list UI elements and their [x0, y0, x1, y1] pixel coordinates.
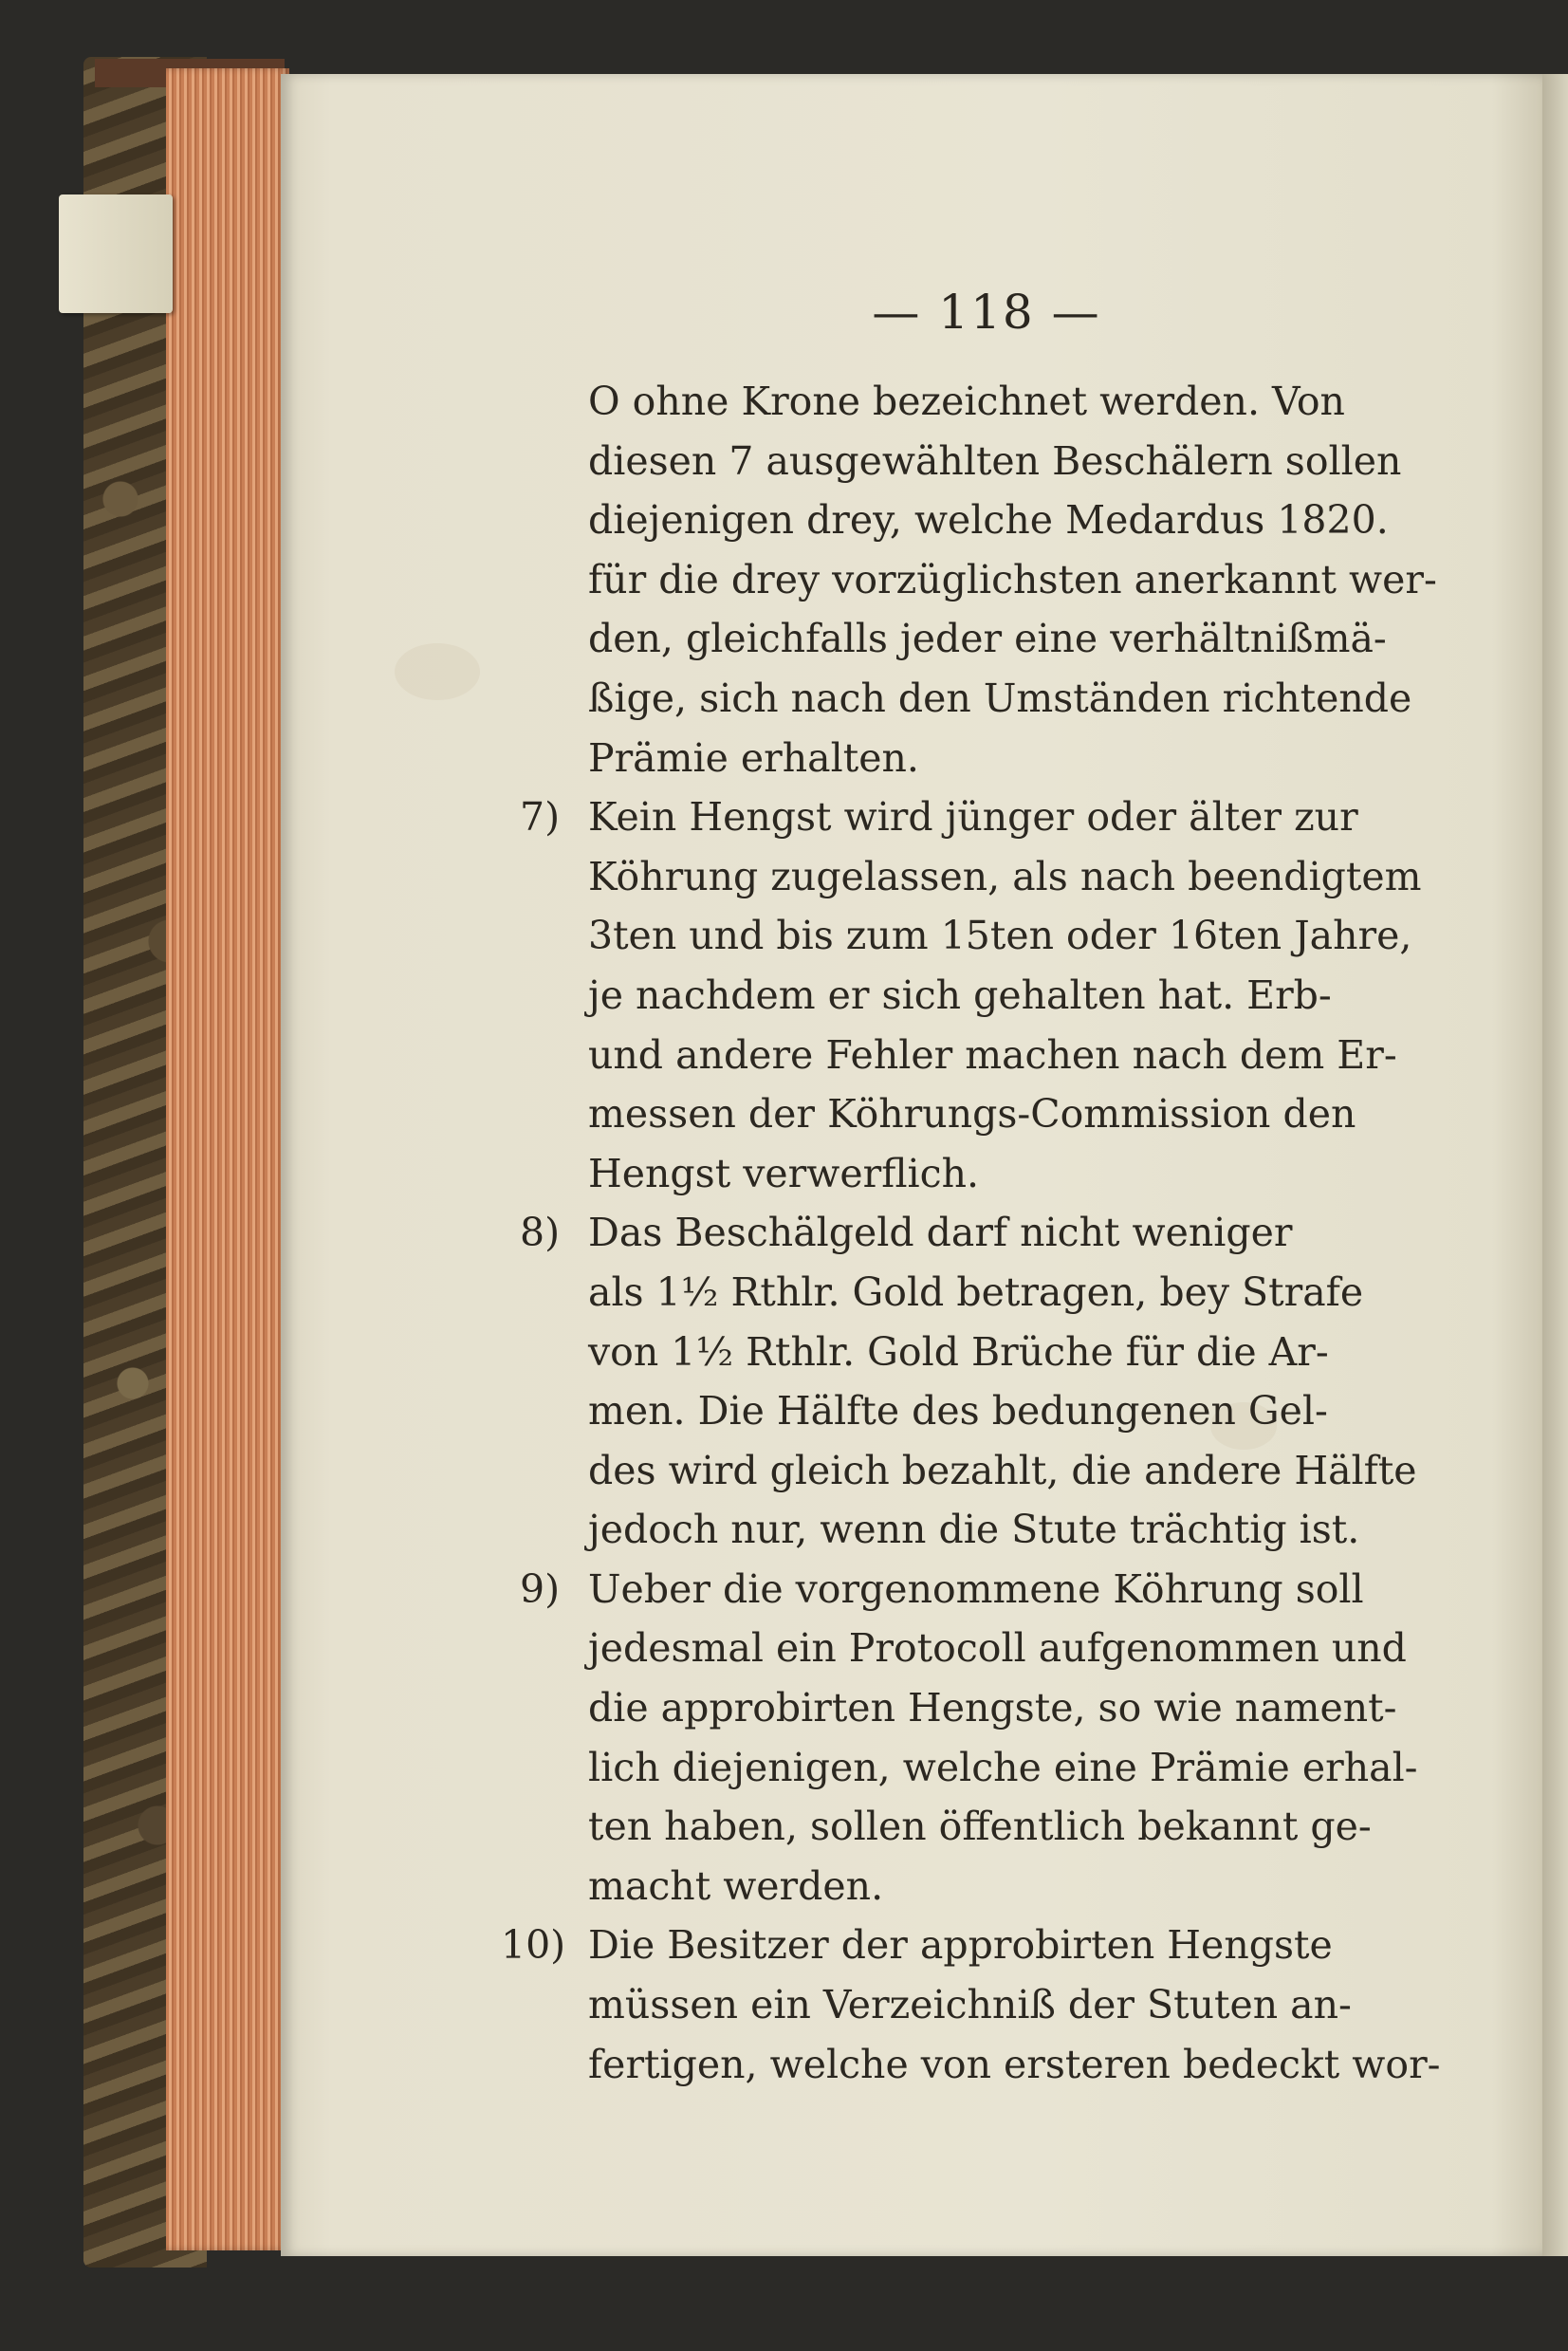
text-line: Prämie erhalten.: [588, 734, 919, 781]
text-line: die approbirten Hengste, so wie nament-: [588, 1685, 1397, 1731]
text-line: ßige, sich nach den Umständen richtende: [588, 675, 1412, 721]
text-line: men. Die Hälfte des bedungenen Gel-: [588, 1388, 1328, 1435]
text-line: jedesmal ein Protocoll aufgenommen und: [588, 1625, 1407, 1672]
text-line: Köhrung zugelassen, als nach beendigtem: [588, 853, 1422, 899]
list-item-8-line: [520, 1203, 1423, 1263]
item-number: 9): [520, 1565, 561, 1612]
text-line: je nachdem er sich gehalten hat. Erb-: [588, 972, 1332, 1018]
text-line: fertigen, welche von ersteren bedeckt wor-: [588, 2041, 1441, 2087]
item-number: 8): [520, 1210, 561, 1256]
text-line: messen der Köhrungs-Commission den: [588, 1091, 1356, 1138]
item-text: Die Besitzer der approbirten Hengste: [588, 1922, 1333, 1969]
item-text: Das Beschälgeld darf nicht weniger: [588, 1210, 1293, 1256]
text-line: des wird gleich bezahlt, die andere Hälfte: [588, 1447, 1417, 1493]
bookmark-tab: [59, 194, 173, 313]
text-line: von 1½ Rthlr. Gold Brüche für die Ar-: [588, 1328, 1329, 1375]
item-text: Kein Hengst wird jünger oder älter zur: [588, 794, 1358, 841]
page-number: — 118 —: [872, 285, 1101, 340]
item-number: 10): [501, 1922, 566, 1969]
text-line: für die drey vorzüglichsten anerkannt wer-: [588, 556, 1437, 602]
text-line: macht werden.: [588, 1862, 884, 1909]
text-line: und andere Fehler machen nach dem Er-: [588, 1031, 1397, 1078]
list-item-10-line: [501, 1916, 1423, 1975]
facing-page-edge: [1542, 74, 1568, 2256]
text-line: 3ten und bis zum 15ten oder 16ten Jahre,: [588, 913, 1412, 959]
text-line: diesen 7 ausgewählten Beschälern sollen: [588, 437, 1402, 484]
item-number: 7): [520, 794, 561, 841]
text-line: den, gleichfalls jeder eine verhältnißmä-: [588, 616, 1387, 662]
text-line: diejenigen drey, welche Medardus 1820.: [588, 497, 1389, 544]
paper-stain: [395, 643, 480, 700]
page-body: [501, 372, 1441, 2094]
text-line: als 1½ Rthlr. Gold betragen, bey Strafe: [588, 1268, 1364, 1315]
text-line: müssen ein Verzeichniß der Stuten an-: [588, 1982, 1352, 2028]
page-edges: [166, 68, 289, 2250]
text-line: jedoch nur, wenn die Stute trächtig ist.: [588, 1507, 1360, 1553]
list-item-7-line: [520, 787, 1423, 847]
list-item-9-line: [520, 1560, 1423, 1620]
text-line: lich diejenigen, welche eine Prämie erhal-: [588, 1744, 1418, 1790]
item-text: Ueber die vorgenommene Köhrung soll: [588, 1565, 1364, 1612]
text-line: O ohne Krone bezeichnet werden. Von: [588, 379, 1345, 424]
text-line: Hengst verwerflich.: [588, 1150, 980, 1196]
text-line: ten haben, sollen öffentlich bekannt ge-: [588, 1804, 1372, 1850]
